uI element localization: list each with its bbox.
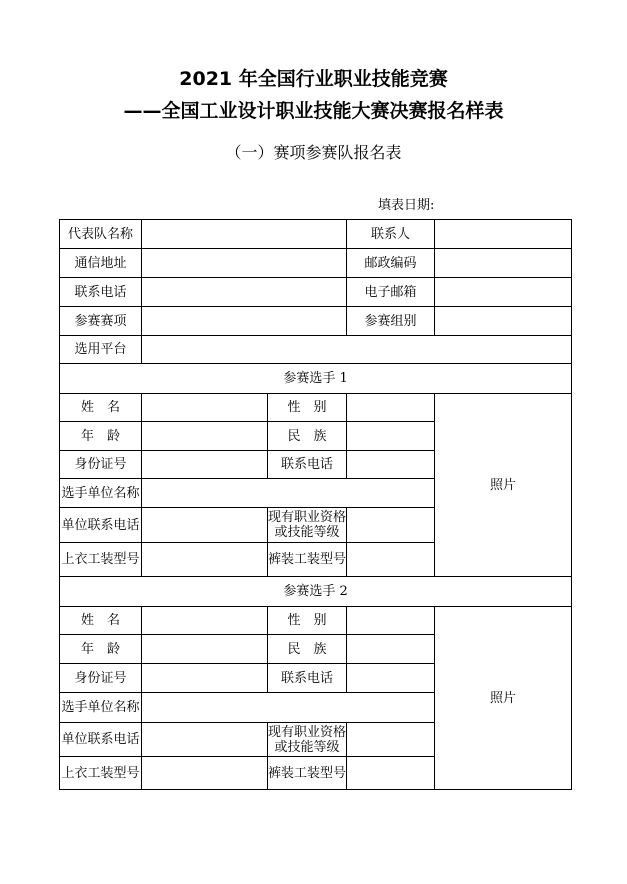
address-field[interactable]	[142, 249, 347, 278]
platform-label: 选用平台	[60, 336, 142, 364]
player-2-qualification-field[interactable]	[347, 723, 435, 757]
qualification-line2: 或技能等级	[274, 739, 340, 755]
player-2-employer-phone-label: 单位联系电话	[60, 723, 142, 757]
player-1-age-label: 年 龄	[60, 422, 142, 451]
player-1-employer-phone-field[interactable]	[142, 508, 268, 543]
player-2-employer-label: 选手单位名称	[60, 693, 142, 723]
platform-field[interactable]	[142, 336, 572, 364]
qualification-line1: 现有职业资格	[268, 724, 347, 740]
player-2-photo[interactable]: 照片	[435, 607, 572, 790]
player-2-ethnicity-label: 民 族	[268, 635, 347, 664]
player-1-employer-field[interactable]	[142, 479, 435, 508]
email-label: 电子邮箱	[347, 278, 435, 307]
document-title-line1: 2021 年全国行业职业技能竞赛	[179, 68, 448, 90]
player-1-gender-field[interactable]	[347, 394, 435, 422]
team-name-field[interactable]	[142, 220, 347, 249]
event-label: 参赛赛项	[60, 307, 142, 336]
form-subtitle: （一）赛项参赛队报名表	[225, 143, 402, 162]
group-label: 参赛组别	[347, 307, 435, 336]
qualification-line2: 或技能等级	[274, 525, 340, 540]
player-2-ethnicity-field[interactable]	[347, 635, 435, 664]
document-title-line2: ——全国工业设计职业技能大赛决赛报名样表	[123, 100, 504, 122]
player-2-name-label: 姓 名	[60, 607, 142, 635]
group-field[interactable]	[435, 307, 572, 336]
player-2-gender-label: 性 别	[268, 607, 347, 635]
player-2-pants-size-field[interactable]	[347, 757, 435, 790]
team-phone-label: 联系电话	[60, 278, 142, 307]
player-1-photo[interactable]: 照片	[435, 394, 572, 577]
player-2-qualification-label	[268, 723, 347, 757]
event-field[interactable]	[142, 307, 347, 336]
player-1-pants-size-field[interactable]	[347, 543, 435, 577]
player-1-phone-field[interactable]	[347, 451, 435, 479]
player-2-name-field[interactable]	[142, 607, 268, 635]
player-1-qualification-label	[268, 508, 347, 543]
player-1-header: 参赛选手 1	[60, 364, 572, 394]
player-1-id-field[interactable]	[142, 451, 268, 479]
player-2-employer-phone-field[interactable]	[142, 723, 268, 757]
email-field[interactable]	[435, 278, 572, 307]
address-label: 通信地址	[60, 249, 142, 278]
player-2-top-size-label: 上衣工装型号	[60, 757, 142, 790]
player-2-age-field[interactable]	[142, 635, 268, 664]
player-1-ethnicity-field[interactable]	[347, 422, 435, 451]
player-1-employer-label: 选手单位名称	[60, 479, 142, 508]
player-1-qualification-field[interactable]	[347, 508, 435, 543]
contact-person-label: 联系人	[347, 220, 435, 249]
player-2-header: 参赛选手 2	[60, 577, 572, 607]
player-2-age-label: 年 龄	[60, 635, 142, 664]
player-1-phone-label: 联系电话	[268, 451, 347, 479]
player-2-pants-size-label: 裤装工装型号	[268, 757, 347, 790]
registration-table	[59, 219, 572, 790]
team-phone-field[interactable]	[142, 278, 347, 307]
team-name-label: 代表队名称	[60, 220, 142, 249]
player-2-top-size-field[interactable]	[142, 757, 268, 790]
player-1-top-size-field[interactable]	[142, 543, 268, 577]
postcode-field[interactable]	[435, 249, 572, 278]
player-1-gender-label: 性 别	[268, 394, 347, 422]
player-1-ethnicity-label: 民 族	[268, 422, 347, 451]
player-2-id-label: 身份证号	[60, 664, 142, 693]
player-1-name-field[interactable]	[142, 394, 268, 422]
player-1-top-size-label: 上衣工装型号	[60, 543, 142, 577]
player-2-gender-field[interactable]	[347, 607, 435, 635]
player-2-phone-label: 联系电话	[268, 664, 347, 693]
player-1-id-label: 身份证号	[60, 451, 142, 479]
player-2-id-field[interactable]	[142, 664, 268, 693]
contact-person-field[interactable]	[435, 220, 572, 249]
player-2-employer-field[interactable]	[142, 693, 435, 723]
player-1-pants-size-label: 裤装工装型号	[268, 543, 347, 577]
qualification-line1: 现有职业资格	[268, 510, 347, 525]
postcode-label: 邮政编码	[347, 249, 435, 278]
fill-date-label: 填表日期:	[378, 198, 435, 213]
player-2-phone-field[interactable]	[347, 664, 435, 693]
player-1-age-field[interactable]	[142, 422, 268, 451]
player-1-employer-phone-label: 单位联系电话	[60, 508, 142, 543]
player-1-name-label: 姓 名	[60, 394, 142, 422]
